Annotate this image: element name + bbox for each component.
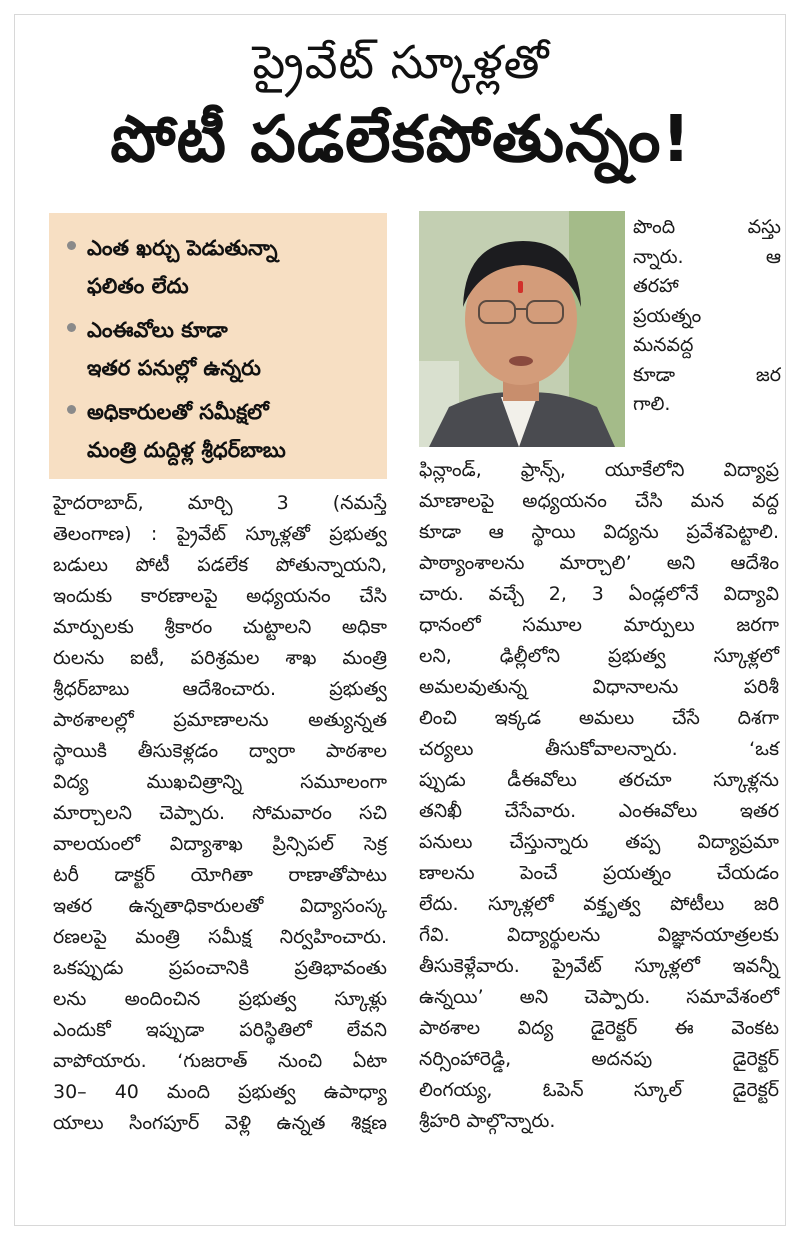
article-line: పొంది వస్తు bbox=[633, 216, 781, 238]
article-line: గాలి. bbox=[633, 393, 671, 415]
article-column-right bbox=[419, 455, 779, 1137]
highlight-line: ఇతర పనుల్లో ఉన్నరు bbox=[87, 356, 261, 380]
newspaper-clipping bbox=[14, 14, 786, 1226]
article-line: తీసుకెళ్లేవారు. ప్రైవేట్ స్కూళ్లలో ఇవన్నీ bbox=[419, 955, 779, 977]
article-line: రణలపై మంత్రి సమీక్ష నిర్వహించారు. bbox=[53, 926, 387, 948]
article-line: ఉన్నయి’ అని చెప్పారు. సమావేశంలో bbox=[419, 986, 779, 1008]
highlight-line: మంత్రి దుద్దిళ్ల శ్రీధర్‌బాబు bbox=[87, 438, 286, 462]
article-line: ప్పుడు డీఈవోలు తరచూ స్కూళ్లను bbox=[419, 769, 779, 791]
highlight-line: అధికారులతో సమీక్షలో bbox=[87, 400, 269, 424]
article-line: చారు. వచ్చే 2, 3 ఏండ్లలోనే విద్యావి bbox=[419, 583, 779, 605]
article-line: ణాలను పెంచే ప్రయత్నం చేయడం bbox=[419, 862, 779, 884]
article-line: యాలు సింగపూర్ వెళ్లి ఉన్నత శిక్షణ bbox=[53, 1112, 387, 1134]
article-line: న్నారు. ఆ bbox=[633, 245, 781, 268]
article-line: విద్య ముఖచిత్రాన్ని సమూలంగా bbox=[53, 771, 387, 793]
highlight-line: ఎంత ఖర్చు పెడుతున్నా bbox=[87, 236, 278, 260]
bullet-icon bbox=[67, 241, 76, 250]
article-line: హైదరాబాద్, మార్చి 3 (నమస్తే bbox=[53, 492, 387, 514]
article-line: ఒకప్పుడు ప్రపంచానికి ప్రతిభావంతు bbox=[53, 957, 387, 979]
article-line: బడులు పోటీ పడలేక పోతున్నాయని, bbox=[53, 554, 387, 576]
article-line: తనిఖీ చేసేవారు. ఎంఈవోలు ఇతర bbox=[419, 800, 779, 822]
article-line: తరహా bbox=[633, 275, 679, 297]
article-line: అమలవుతున్న విధానాలను పరిశీ bbox=[419, 676, 779, 698]
highlight-item bbox=[67, 393, 373, 469]
article-line: ఇతర ఉన్నతాధికారులతో విద్యాసంస్క bbox=[53, 895, 387, 917]
bullet-icon bbox=[67, 323, 76, 332]
article-line: ఎందుకో ఇప్పుడా పరిస్థితిలో లేవని bbox=[53, 1019, 387, 1041]
article-line: లింగయ్య, ఓపెన్ స్కూల్ డైరెక్టర్ bbox=[419, 1079, 779, 1101]
article-line: ధానంలో సమూల మార్పులు జరగా bbox=[419, 614, 779, 636]
article-line: చర్యలు తీసుకోవాలన్నారు. ‘ఒక bbox=[419, 738, 779, 760]
article-line: పాఠశాలల్లో ప్రమాణాలను అత్యున్నత bbox=[53, 709, 387, 731]
article-line: గేవి. విద్యార్థులను విజ్ఞానయాత్రలకు bbox=[419, 924, 779, 946]
article-line: వాలయంలో విద్యాశాఖ ప్రిన్సిపల్ సెక్ర bbox=[53, 833, 387, 855]
article-line: లను అందించిన ప్రభుత్వ స్కూళ్లు bbox=[53, 988, 387, 1010]
highlight-line: ఎంఈవోలు కూడా bbox=[87, 318, 228, 342]
article-line: ప్రయత్నం bbox=[633, 304, 702, 327]
article-line: తెలంగాణ) : ప్రైవేట్ స్కూళ్లతో ప్రభుత్వ bbox=[53, 523, 387, 545]
article-line: టరీ డాక్టర్ యోగితా రాణాతోపాటు bbox=[53, 864, 387, 886]
highlight-line: ఫలితం లేదు bbox=[87, 274, 189, 298]
article-line: లేదు. స్కూళ్లలో వక్తృత్వ పోటీలు జరి bbox=[419, 893, 779, 915]
article-line: స్థాయికి తీసుకెళ్లడం ద్వారా పాఠశాల bbox=[53, 740, 387, 762]
article-line: మార్పులకు శ్రీకారం చుట్టాలని అధికా bbox=[53, 616, 387, 638]
headline-line-1: ప్రైవేట్ స్కూళ్లతో bbox=[252, 35, 550, 89]
article-line: మనవద్ద bbox=[633, 334, 694, 356]
highlight-item bbox=[67, 229, 373, 305]
article-line: మాణాలపై అధ్యయనం చేసి మన వద్ద bbox=[419, 490, 779, 512]
article-line: లించి ఇక్కడ అమలు చేసే దిశగా bbox=[419, 707, 779, 729]
article-line: శ్రీధర్‌బాబు ఆదేశించారు. ప్రభుత్వ bbox=[53, 678, 387, 700]
headline-line-2: పోటీ పడలేకపోతున్నం! bbox=[110, 103, 692, 177]
article-line: పనులు చేస్తున్నారు తప్ప విద్యాప్రమా bbox=[419, 831, 779, 853]
article-line: వాపోయారు. ‘గుజరాత్ నుంచి ఏటా bbox=[53, 1050, 387, 1072]
article-line: ఫిన్లాండ్, ఫ్రాన్స్, యూకేలోని విద్యాప్ర bbox=[419, 459, 779, 481]
minister-photo bbox=[419, 211, 625, 447]
article-line: కూడా జర bbox=[633, 363, 781, 386]
article-line: లని, ఢిల్లీలోని ప్రభుత్వ స్కూళ్లలో bbox=[419, 645, 779, 667]
highlights-box bbox=[49, 213, 387, 479]
article-line: నర్సింహారెడ్డి, అదనపు డైరెక్టర్ bbox=[419, 1048, 779, 1070]
article-line: 30– 40 మంది ప్రభుత్వ ఉపాధ్యా bbox=[53, 1081, 387, 1103]
article-line: మార్చాలని చెప్పారు. సోమవారం సచి bbox=[53, 802, 387, 824]
article-column-right-top bbox=[633, 213, 781, 420]
article-column-left bbox=[53, 488, 387, 1139]
article-line: పాఠశాల విద్య డైరెక్టర్ ఈ వెంకట bbox=[419, 1017, 779, 1039]
article-line: కూడా ఆ స్థాయి విద్యను ప్రవేశపెట్టాలి. bbox=[419, 521, 779, 543]
portrait-illustration bbox=[419, 211, 625, 447]
article-line: రులను ఐటీ, పరిశ్రమల శాఖ మంత్రి bbox=[53, 647, 387, 669]
bullet-icon bbox=[67, 405, 76, 414]
highlight-item bbox=[67, 311, 373, 387]
article-line: శ్రీహరి పాల్గొన్నారు. bbox=[419, 1110, 556, 1132]
article-line: పాఠ్యాంశాలను మార్చాలి’ అని ఆదేశిం bbox=[419, 552, 779, 574]
article-line: ఇందుకు కారణాలపై అధ్యయనం చేసి bbox=[53, 585, 387, 607]
